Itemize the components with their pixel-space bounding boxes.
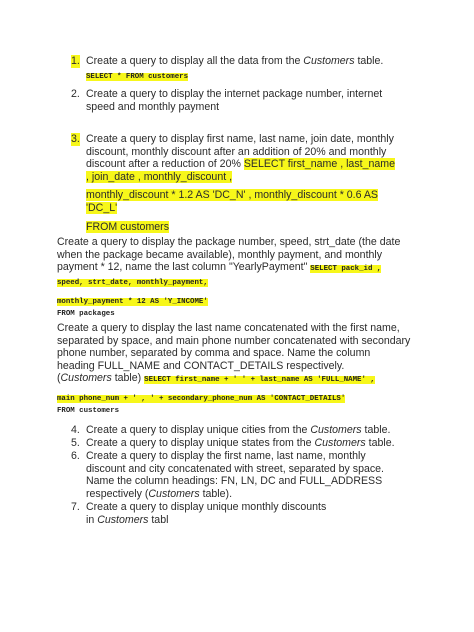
q5-before: Create a query to display unique states from the [86,437,315,449]
p5-line-5-text: table) [111,372,142,385]
q3-line-3-text: discount after a reduction of 20% [86,158,244,171]
paragraph-packages [57,236,400,320]
q1-table-name: Customers [303,55,355,67]
p4-sql-1: SELECT pack_id , [310,265,382,274]
p4-sql-3: monthly_payment * 12 AS 'Y_INCOME' [57,298,208,307]
q3-line-7 [86,221,395,234]
q1-sql-line [86,69,383,83]
q7-line-2-after: tabl [148,513,169,526]
q7-line-2-before: in [86,513,98,526]
p4-line-6 [57,306,400,320]
q4-table-name: Customers [310,424,362,436]
p5-line-1: Create a query to display the last name concatenated with the first name, [57,322,400,334]
question-1 [86,55,383,83]
q6-line-3: Name the column headings: FN, LN, DC and FULL_ADDRESS [86,475,383,488]
q3-sql-5: FROM customers [86,220,169,233]
q6-line-4-after: table). [199,487,233,500]
paragraph-full-name [57,322,410,417]
q6-table-name: Customers [148,487,200,500]
q3-sql-3: monthly_discount * 1.2 AS 'DC_N' , monthly_discount * 0.6 AS [86,189,378,202]
q7-line-1: Create a query to display unique monthly discounts [86,501,327,513]
q6-line-2: discount and city concatenated with street, separated by space. [86,462,384,475]
p5-line-2: separated by space, and main phone number concatenated with secondary [57,334,411,347]
item-number-1: 1. [71,55,80,67]
q1-before: Create a query to display all the data from the [86,55,304,67]
q4-before: Create a query to display unique cities from the [86,424,311,436]
q1-after: table. [354,55,384,67]
item-number-2: 2. [71,88,80,100]
q7-table-name: Customers [97,513,149,526]
q5-after: table. [365,437,395,449]
p5-line-4: heading FULL_NAME and CONTACT_DETAILS respectively. [57,359,345,372]
q5-table-name: Customers [314,437,366,449]
q3-line-2: discount, monthly discount after an addition of 20% and monthly [86,145,387,158]
q3-line-4 [86,171,395,184]
q5-line [86,437,395,450]
q3-line-3 [86,158,395,171]
q3-line-1: Create a query to display first name, last name, join date, monthly [86,133,394,145]
q6-line-4-before: respectively ( [86,487,149,500]
question-3 [86,133,395,233]
item-number-4: 4. [71,424,80,436]
item-number-5: 5. [71,437,80,449]
p5-sql-2: main phone_num + ' , ' + secondary_phone_num AS 'CONTACT_DETAILS' [57,395,346,404]
p4-line-3 [57,261,400,275]
question-6 [86,450,384,500]
q4-line [86,424,390,437]
q3-sql-1: SELECT first_name , last_name [243,158,395,171]
p4-line-4 [57,275,400,289]
q7-line-2 [86,514,326,527]
p4-sql-4: FROM packages [57,310,115,319]
q2-line-1: Create a query to display the internet package number, internet [86,88,383,100]
p4-line-2: when the package became available), monthly payment, and monthly [57,248,383,261]
p5-sql-1: SELECT first_name + ' ' + last_name AS 'FULL_NAME' , [144,376,375,385]
question-4 [86,424,390,437]
p5-line-7 [57,403,410,417]
item-number-3: 3. [71,133,80,145]
p5-line-5: (Customers table) SELECT first_name + ' ' + last_name AS 'FULL_NAME' , [57,372,375,385]
item-number-6: 6. [71,450,80,462]
p5-table-name: Customers [60,372,112,385]
q3-line-5 [86,189,395,202]
p4-line-1: Create a query to display the package number, speed, strt_date (the date [57,236,401,248]
question-5 [86,437,395,450]
q2-line-2: speed and monthly payment [86,100,220,113]
p4-sql-2: speed, strt_date, monthly_payment, [57,279,208,288]
p5-sql-3: FROM customers [57,407,120,416]
question-1-text [86,55,383,68]
q3-line-6 [86,202,395,215]
p5-line-3: phone number, separated by comma and space. Name the column [57,347,371,360]
q4-after: table. [361,424,391,436]
q6-line-4 [86,488,384,501]
q3-sql-4: 'DC_L' [86,201,118,214]
p4-line-3-text: payment * 12, name the last column "YearlyPayment" [57,261,311,274]
item-number-7: 7. [71,501,80,513]
q3-sql-2: , join_date , monthly_discount , [86,170,233,183]
q1-sql: SELECT * FROM customers [86,72,189,81]
question-7 [86,501,326,526]
q6-line-1: Create a query to display the first name, last name, monthly [86,450,366,462]
question-2 [86,88,382,113]
